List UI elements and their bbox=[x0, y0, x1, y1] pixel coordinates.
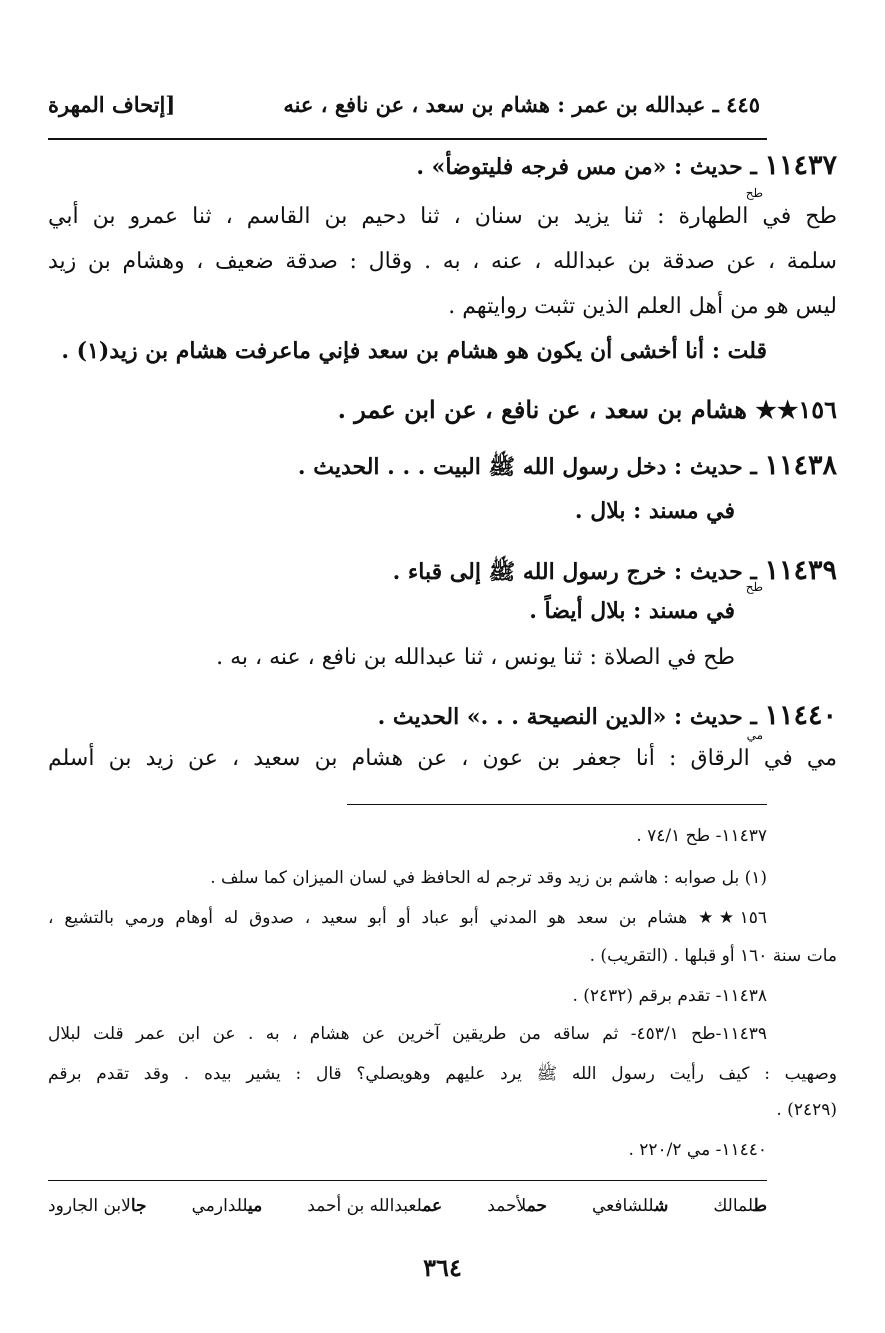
isnad-line: ليس هو من أهل العلم الذين تثبت روايتهم . bbox=[448, 294, 837, 319]
source-line: في مسند : بلال أيضاً . bbox=[529, 598, 735, 624]
chain-heading: ١٥٦★★ هشام بن سعد ، عن نافع ، عن ابن عمر . bbox=[337, 395, 837, 424]
footnote-continuation: مات سنة ١٦٠ أو قبلها . (التقريب) . bbox=[589, 946, 837, 966]
margin-note: طح bbox=[745, 186, 763, 200]
book-title: [إتحاف المهرة bbox=[48, 92, 176, 117]
margin-note: طح bbox=[745, 580, 763, 594]
footnote-rule bbox=[347, 804, 767, 805]
hadith-11440-heading bbox=[378, 700, 837, 731]
hadith-number: ١١٤٤٠ bbox=[764, 700, 837, 731]
hadith-text: ـ حديث : «من مس فرجه فليتوضأ» . bbox=[416, 154, 757, 180]
hadith-11437-heading bbox=[416, 150, 837, 181]
isnad-line: طح في الصلاة : ثنا يونس ، ثنا عبدالله بن نافع ، عنه ، به . bbox=[216, 645, 735, 670]
isnad-line: مي في الرقاق : أنا جعفر بن عون ، عن هشام بن سعيد ، عن زيد بن أسلم bbox=[48, 746, 837, 771]
hadith-number: ١١٤٣٧ bbox=[764, 150, 837, 181]
source-line: في مسند : بلال . bbox=[574, 498, 735, 524]
hadith-number: ١١٤٣٩ bbox=[764, 555, 837, 586]
abbreviation-rule bbox=[48, 1180, 767, 1181]
margin-note: مي bbox=[746, 728, 763, 742]
footnote: ١١٤٤٠- مي ٢٢٠/٢ . bbox=[628, 1140, 767, 1160]
abbreviation-item: عملعبدالله بن أحمد bbox=[307, 1196, 443, 1216]
header-rule bbox=[48, 138, 767, 140]
running-title: ٤٤٥ ـ عبدالله بن عمر : هشام بن سعد ، عن نافع ، عنه bbox=[283, 92, 760, 117]
isnad-line: سلمة ، عن صدقة بن عبدالله ، عنه ، به . وقال : صدقة ضعيف ، وهشام بن زيد bbox=[48, 249, 837, 274]
abbreviation-item: شللشافعي bbox=[591, 1196, 669, 1216]
footnote: ١١٤٣٨- تقدم برقم (٢٤٣٢) . bbox=[572, 986, 767, 1006]
footnote-continuation: (٢٤٢٩) . bbox=[776, 1100, 837, 1120]
author-comment: قلت : أنا أخشى أن يكون هو هشام بن سعد فإني ماعرفت هشام بن زيد(١) . bbox=[61, 338, 767, 364]
hadith-text: ـ حديث : دخل رسول الله ﷺ البيت . . . الحديث . bbox=[297, 454, 757, 480]
hadith-11439-heading bbox=[393, 555, 837, 590]
hadith-11438-heading bbox=[298, 450, 837, 485]
abbreviation-item: طلمالك bbox=[713, 1196, 767, 1216]
hadith-text: ـ حديث : خرج رسول الله ﷺ إلى قباء . bbox=[392, 559, 757, 585]
abbreviation-item: ميللدارمي bbox=[191, 1196, 263, 1216]
page-number: ٣٦٤ bbox=[423, 1253, 462, 1282]
abbreviation-item: حملأحمد bbox=[487, 1196, 547, 1216]
footnote: ١١٤٣٩-طح ٤٥٣/١- ثم ساقه من طريقين آخرين عن هشام ، به . عن ابن عمر قلت لبلال bbox=[48, 1024, 767, 1044]
isnad-line: طح في الطهارة : ثنا يزيد بن سنان ، ثنا دحيم بن القاسم ، ثنا عمرو بن أبي bbox=[48, 204, 837, 229]
footnote: (١) بل صوابه : هاشم بن زيد وقد ترجم له الحافظ في لسان الميزان كما سلف . bbox=[210, 868, 767, 888]
hadith-text: ـ حديث : «الدين النصيحة . . .» الحديث . bbox=[377, 704, 757, 730]
footnote-continuation: وصهيب : كيف رأيت رسول الله ﷺ يرد عليهم وهويصلي؟ قال : يشير بيده . وقد تقدم برقم bbox=[48, 1064, 837, 1084]
abbreviation-legend bbox=[48, 1196, 767, 1216]
footnote: ١٥٦★★ هشام بن سعد هو المدني أبو عباد أو أبو سعيد ، صدوق له أوهام ورمي بالتشيع ، bbox=[48, 908, 767, 928]
hadith-number: ١١٤٣٨ bbox=[764, 450, 837, 481]
footnote: ١١٤٣٧- طح ٧٤/١ . bbox=[636, 826, 767, 846]
abbreviation-item: جالابن الجارود bbox=[48, 1196, 147, 1216]
